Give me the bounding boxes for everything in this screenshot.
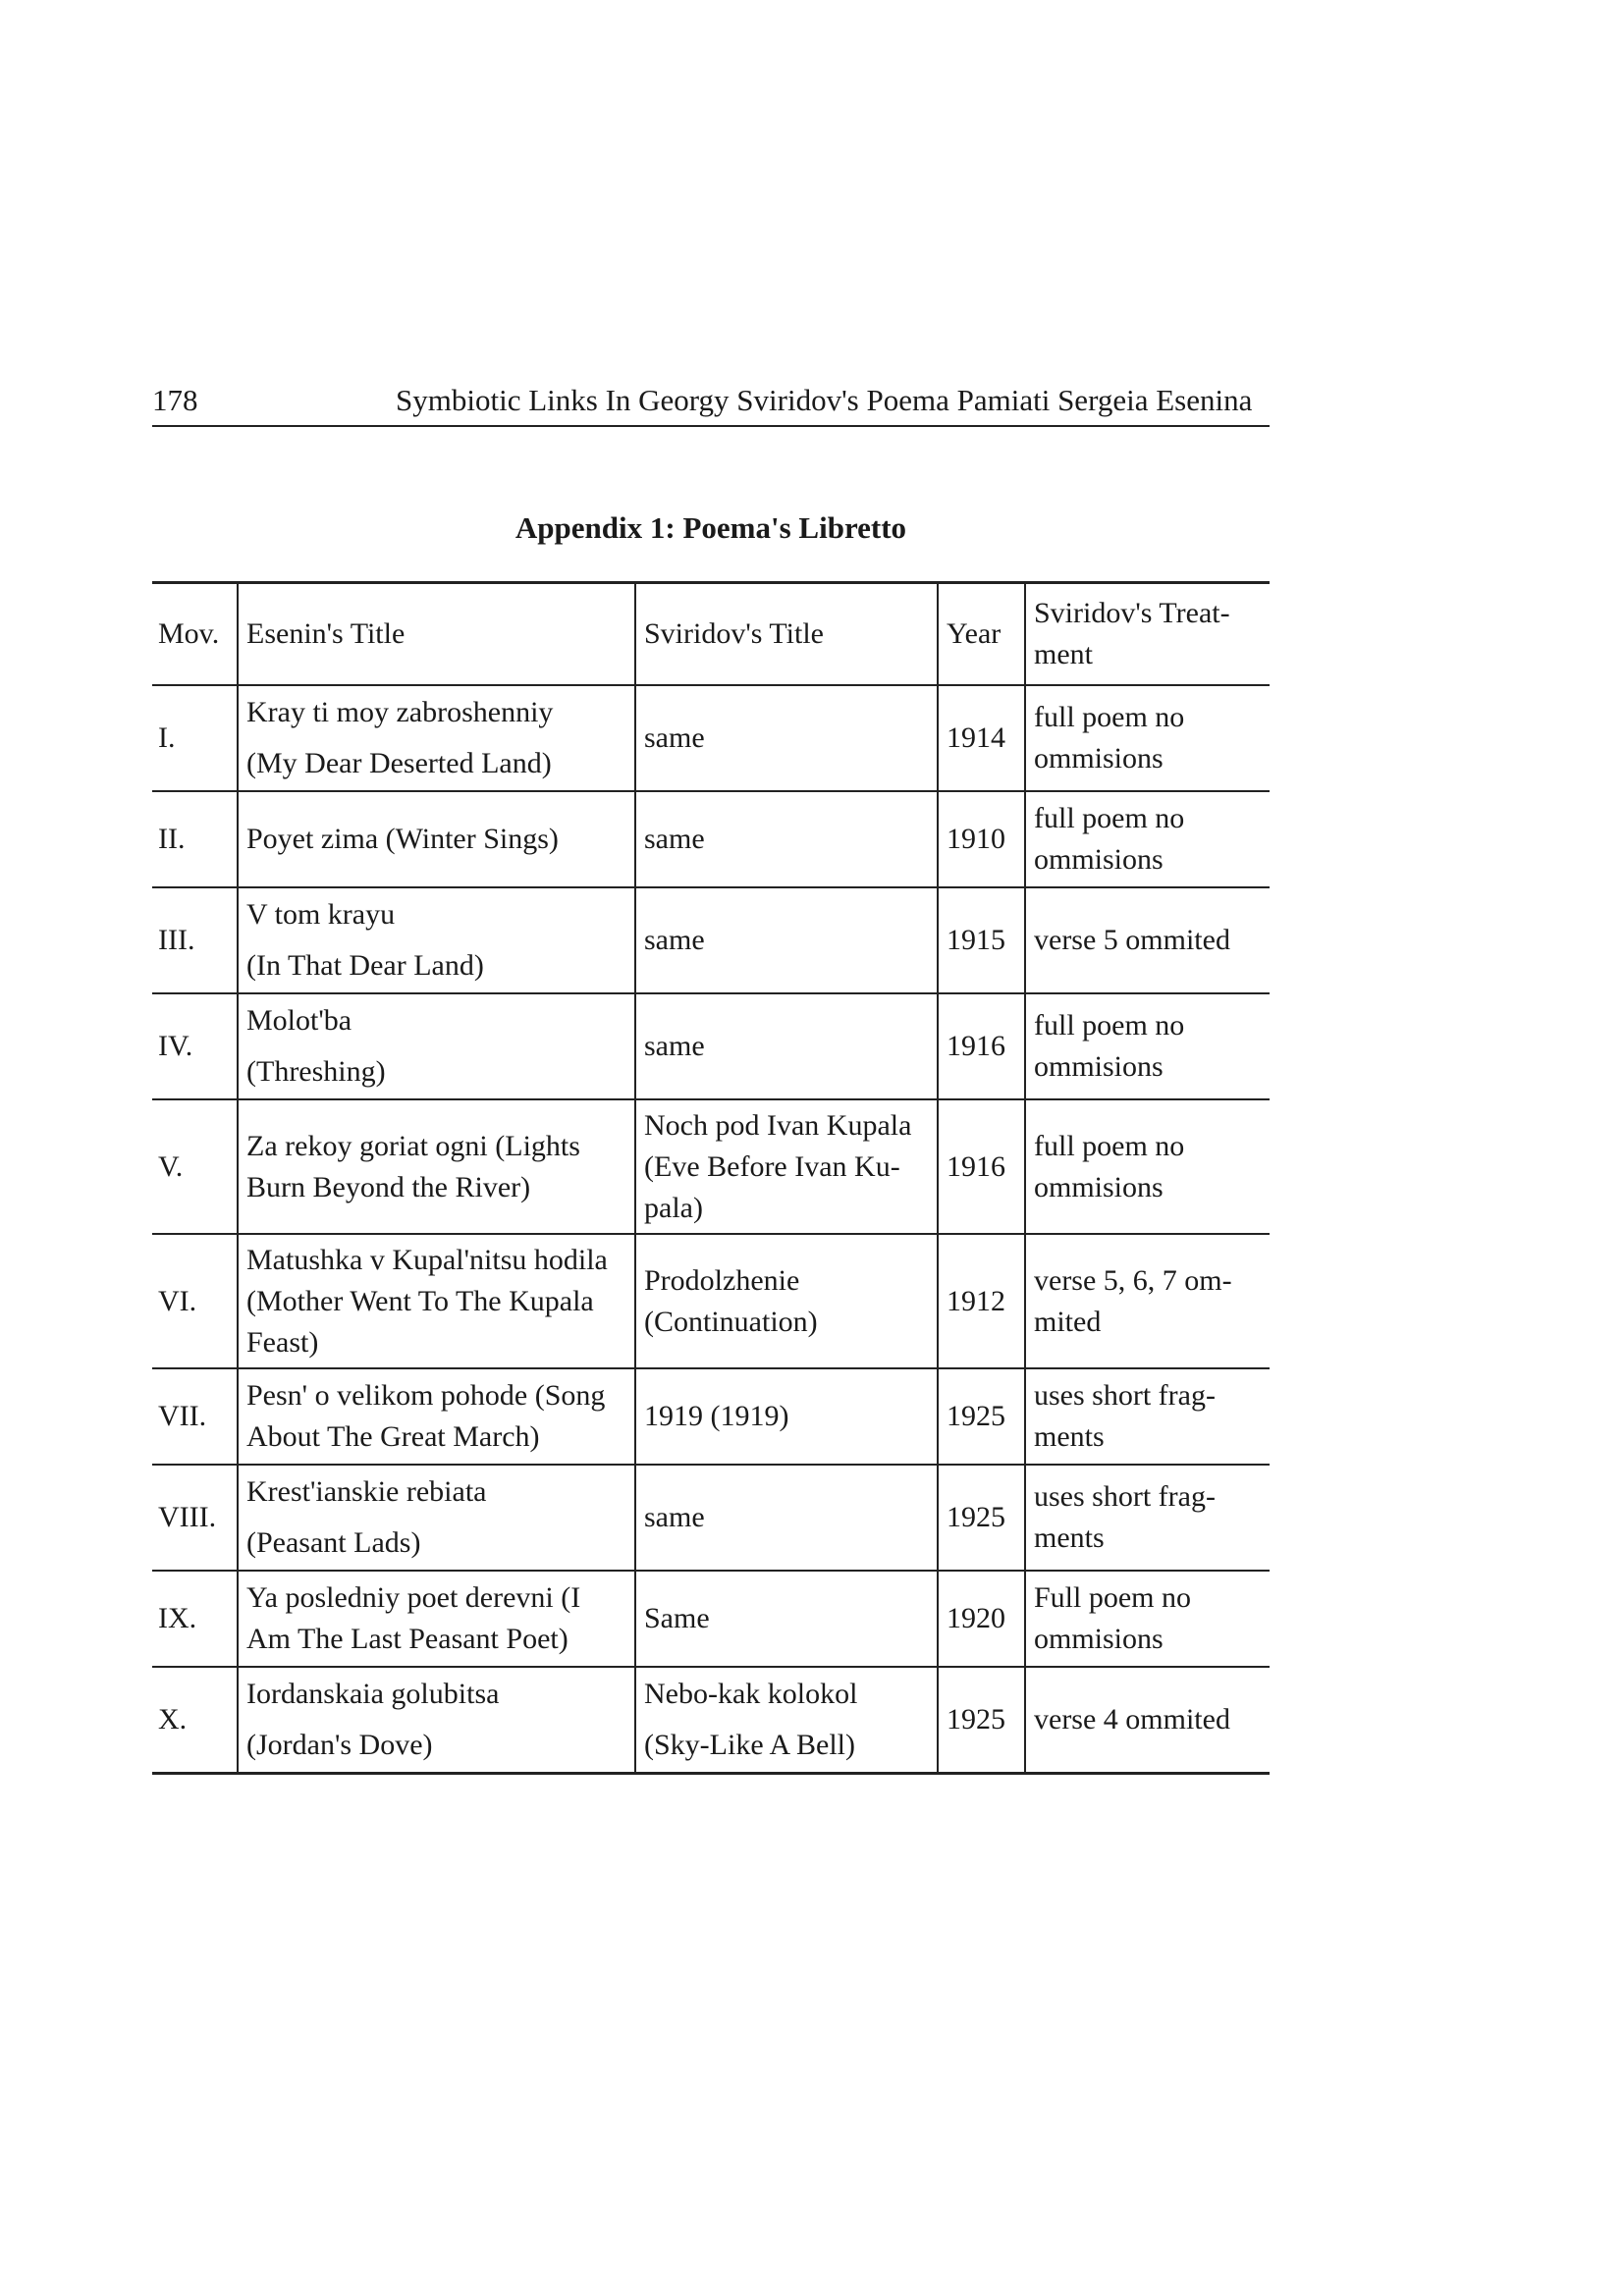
cell-treatment bbox=[1025, 1234, 1270, 1368]
cell-mov: VII. bbox=[152, 1368, 238, 1465]
cell-mov: VIII. bbox=[152, 1465, 238, 1571]
cell-year: 1910 bbox=[938, 791, 1025, 887]
sviridov-title-line: same bbox=[644, 1501, 705, 1533]
treatment-line: uses short frag- bbox=[1034, 1480, 1216, 1513]
treatment-line: verse 5 ommited bbox=[1034, 924, 1230, 956]
esenin-title-line: V tom krayu bbox=[246, 898, 396, 931]
treatment-line: uses short frag- bbox=[1034, 1379, 1216, 1412]
sviridov-title-line: Same bbox=[644, 1602, 710, 1634]
cell-esenin-title bbox=[238, 993, 635, 1099]
cell-sviridov-title bbox=[635, 1667, 938, 1774]
cell-treatment bbox=[1025, 993, 1270, 1099]
cell-sviridov-title bbox=[635, 685, 938, 791]
table-row bbox=[152, 1571, 1270, 1667]
esenin-title-line: (Threshing) bbox=[246, 1055, 386, 1088]
cell-year: 1915 bbox=[938, 887, 1025, 993]
cell-sviridov-title bbox=[635, 1099, 938, 1234]
sviridov-title-line: same bbox=[644, 1030, 705, 1062]
sviridov-title-line: (Continuation) bbox=[644, 1305, 818, 1338]
esenin-title-line: Pesn' o velikom pohode (Song bbox=[246, 1379, 606, 1412]
treatment-line: ommisions bbox=[1034, 1170, 1164, 1203]
sviridov-title-line: same bbox=[644, 823, 705, 855]
cell-treatment bbox=[1025, 1465, 1270, 1571]
cell-treatment bbox=[1025, 887, 1270, 993]
column-header-treatment bbox=[1025, 583, 1270, 686]
esenin-title-line: (Peasant Lads) bbox=[246, 1526, 421, 1559]
cell-mov: VI. bbox=[152, 1234, 238, 1368]
table-row bbox=[152, 993, 1270, 1099]
sviridov-title-line: pala) bbox=[644, 1191, 703, 1224]
cell-year: 1925 bbox=[938, 1667, 1025, 1774]
table-row bbox=[152, 1368, 1270, 1465]
treatment-line: ments bbox=[1034, 1522, 1105, 1554]
sviridov-title-line: same bbox=[644, 721, 705, 754]
esenin-title-line: (My Dear Deserted Land) bbox=[246, 747, 552, 779]
esenin-title-line: (Jordan's Dove) bbox=[246, 1729, 433, 1761]
table-row bbox=[152, 1667, 1270, 1774]
sviridov-title-line: same bbox=[644, 924, 705, 956]
esenin-title-line: Poyet zima (Winter Sings) bbox=[246, 823, 559, 855]
treatment-line: ommisions bbox=[1034, 843, 1164, 876]
esenin-title-line: Iordanskaia golubitsa bbox=[246, 1678, 500, 1710]
column-header-sviridov-title: Sviridov's Title bbox=[635, 583, 938, 686]
running-title: Symbiotic Links In Georgy Sviridov's Poema Pamiati Sergeia Esenina bbox=[396, 383, 1253, 417]
cell-mov: IX. bbox=[152, 1571, 238, 1667]
sviridov-title-line: Prodolzhenie bbox=[644, 1263, 800, 1297]
cell-mov: X. bbox=[152, 1667, 238, 1774]
cell-esenin-title bbox=[238, 887, 635, 993]
esenin-title-line: Feast) bbox=[246, 1325, 319, 1359]
cell-sviridov-title bbox=[635, 887, 938, 993]
column-header-esenin-title: Esenin's Title bbox=[238, 583, 635, 686]
cell-year: 1920 bbox=[938, 1571, 1025, 1667]
cell-year: 1916 bbox=[938, 993, 1025, 1099]
cell-year: 1925 bbox=[938, 1465, 1025, 1571]
header-rule bbox=[152, 425, 1270, 427]
cell-treatment bbox=[1025, 1571, 1270, 1667]
table-row bbox=[152, 1234, 1270, 1368]
treatment-line: ments bbox=[1034, 1420, 1105, 1453]
table-row bbox=[152, 1465, 1270, 1571]
treatment-line: full poem no bbox=[1034, 1009, 1185, 1041]
esenin-title-line: Molot'ba bbox=[246, 1004, 352, 1037]
cell-esenin-title bbox=[238, 1465, 635, 1571]
cell-treatment bbox=[1025, 1667, 1270, 1774]
cell-esenin-title bbox=[238, 1571, 635, 1667]
esenin-title-line: Burn Beyond the River) bbox=[246, 1170, 531, 1203]
esenin-title-line: (Mother Went To The Kupala bbox=[246, 1284, 594, 1317]
cell-esenin-title bbox=[238, 1099, 635, 1234]
sviridov-title-line: 1919 (1919) bbox=[644, 1400, 789, 1432]
treatment-line: ommisions bbox=[1034, 1623, 1164, 1655]
esenin-title-line: Krest'ianskie rebiata bbox=[246, 1475, 487, 1508]
cell-year: 1925 bbox=[938, 1368, 1025, 1465]
column-header-treatment-line: ment bbox=[1034, 638, 1093, 670]
cell-esenin-title bbox=[238, 1234, 635, 1368]
esenin-title-line: (In That Dear Land) bbox=[246, 949, 484, 982]
table-row bbox=[152, 685, 1270, 791]
table-row bbox=[152, 1099, 1270, 1234]
treatment-line: ommisions bbox=[1034, 742, 1164, 774]
cell-mov: V. bbox=[152, 1099, 238, 1234]
cell-treatment bbox=[1025, 1368, 1270, 1465]
column-header-mov: Mov. bbox=[152, 583, 238, 686]
cell-treatment bbox=[1025, 791, 1270, 887]
cell-year: 1916 bbox=[938, 1099, 1025, 1234]
esenin-title-line: Kray ti moy zabroshenniy bbox=[246, 696, 554, 728]
cell-sviridov-title bbox=[635, 1234, 938, 1368]
cell-mov: IV. bbox=[152, 993, 238, 1099]
cell-esenin-title bbox=[238, 685, 635, 791]
treatment-line: verse 4 ommited bbox=[1034, 1703, 1230, 1735]
cell-sviridov-title bbox=[635, 1571, 938, 1667]
table-row bbox=[152, 887, 1270, 993]
cell-mov: II. bbox=[152, 791, 238, 887]
libretto-table bbox=[152, 581, 1270, 1775]
treatment-line: full poem no bbox=[1034, 802, 1185, 834]
esenin-title-line: Ya posledniy poet derevni (I bbox=[246, 1581, 581, 1614]
treatment-line: Full poem no bbox=[1034, 1581, 1192, 1614]
esenin-title-line: Za rekoy goriat ogni (Lights bbox=[246, 1129, 580, 1162]
sviridov-title-line: (Eve Before Ivan Ku- bbox=[644, 1149, 900, 1183]
esenin-title-line: Am The Last Peasant Poet) bbox=[246, 1623, 568, 1655]
sviridov-title-line: (Sky-Like A Bell) bbox=[644, 1729, 855, 1761]
table-row bbox=[152, 791, 1270, 887]
cell-sviridov-title bbox=[635, 993, 938, 1099]
treatment-line: full poem no bbox=[1034, 701, 1185, 733]
appendix-title: Appendix 1: Poema's Libretto bbox=[514, 510, 907, 545]
cell-mov: III. bbox=[152, 887, 238, 993]
cell-esenin-title bbox=[238, 791, 635, 887]
esenin-title-line: About The Great March) bbox=[246, 1420, 540, 1453]
cell-sviridov-title bbox=[635, 1465, 938, 1571]
cell-year: 1914 bbox=[938, 685, 1025, 791]
treatment-line: ommisions bbox=[1034, 1050, 1164, 1083]
page-number: 178 bbox=[152, 383, 198, 417]
column-header-treatment-line: Sviridov's Treat- bbox=[1034, 597, 1230, 629]
column-header-year: Year bbox=[938, 583, 1025, 686]
cell-esenin-title bbox=[238, 1667, 635, 1774]
cell-esenin-title bbox=[238, 1368, 635, 1465]
cell-year: 1912 bbox=[938, 1234, 1025, 1368]
cell-sviridov-title bbox=[635, 791, 938, 887]
treatment-line: mited bbox=[1034, 1305, 1102, 1338]
sviridov-title-line: Noch pod Ivan Kupala bbox=[644, 1108, 912, 1142]
treatment-line: verse 5, 6, 7 om- bbox=[1034, 1263, 1232, 1297]
sviridov-title-line: Nebo-kak kolokol bbox=[644, 1678, 858, 1710]
cell-treatment bbox=[1025, 685, 1270, 791]
cell-treatment bbox=[1025, 1099, 1270, 1234]
table-header-row bbox=[152, 583, 1270, 686]
esenin-title-line: Matushka v Kupal'nitsu hodila bbox=[246, 1243, 608, 1276]
treatment-line: full poem no bbox=[1034, 1129, 1185, 1162]
cell-mov: I. bbox=[152, 685, 238, 791]
cell-sviridov-title bbox=[635, 1368, 938, 1465]
